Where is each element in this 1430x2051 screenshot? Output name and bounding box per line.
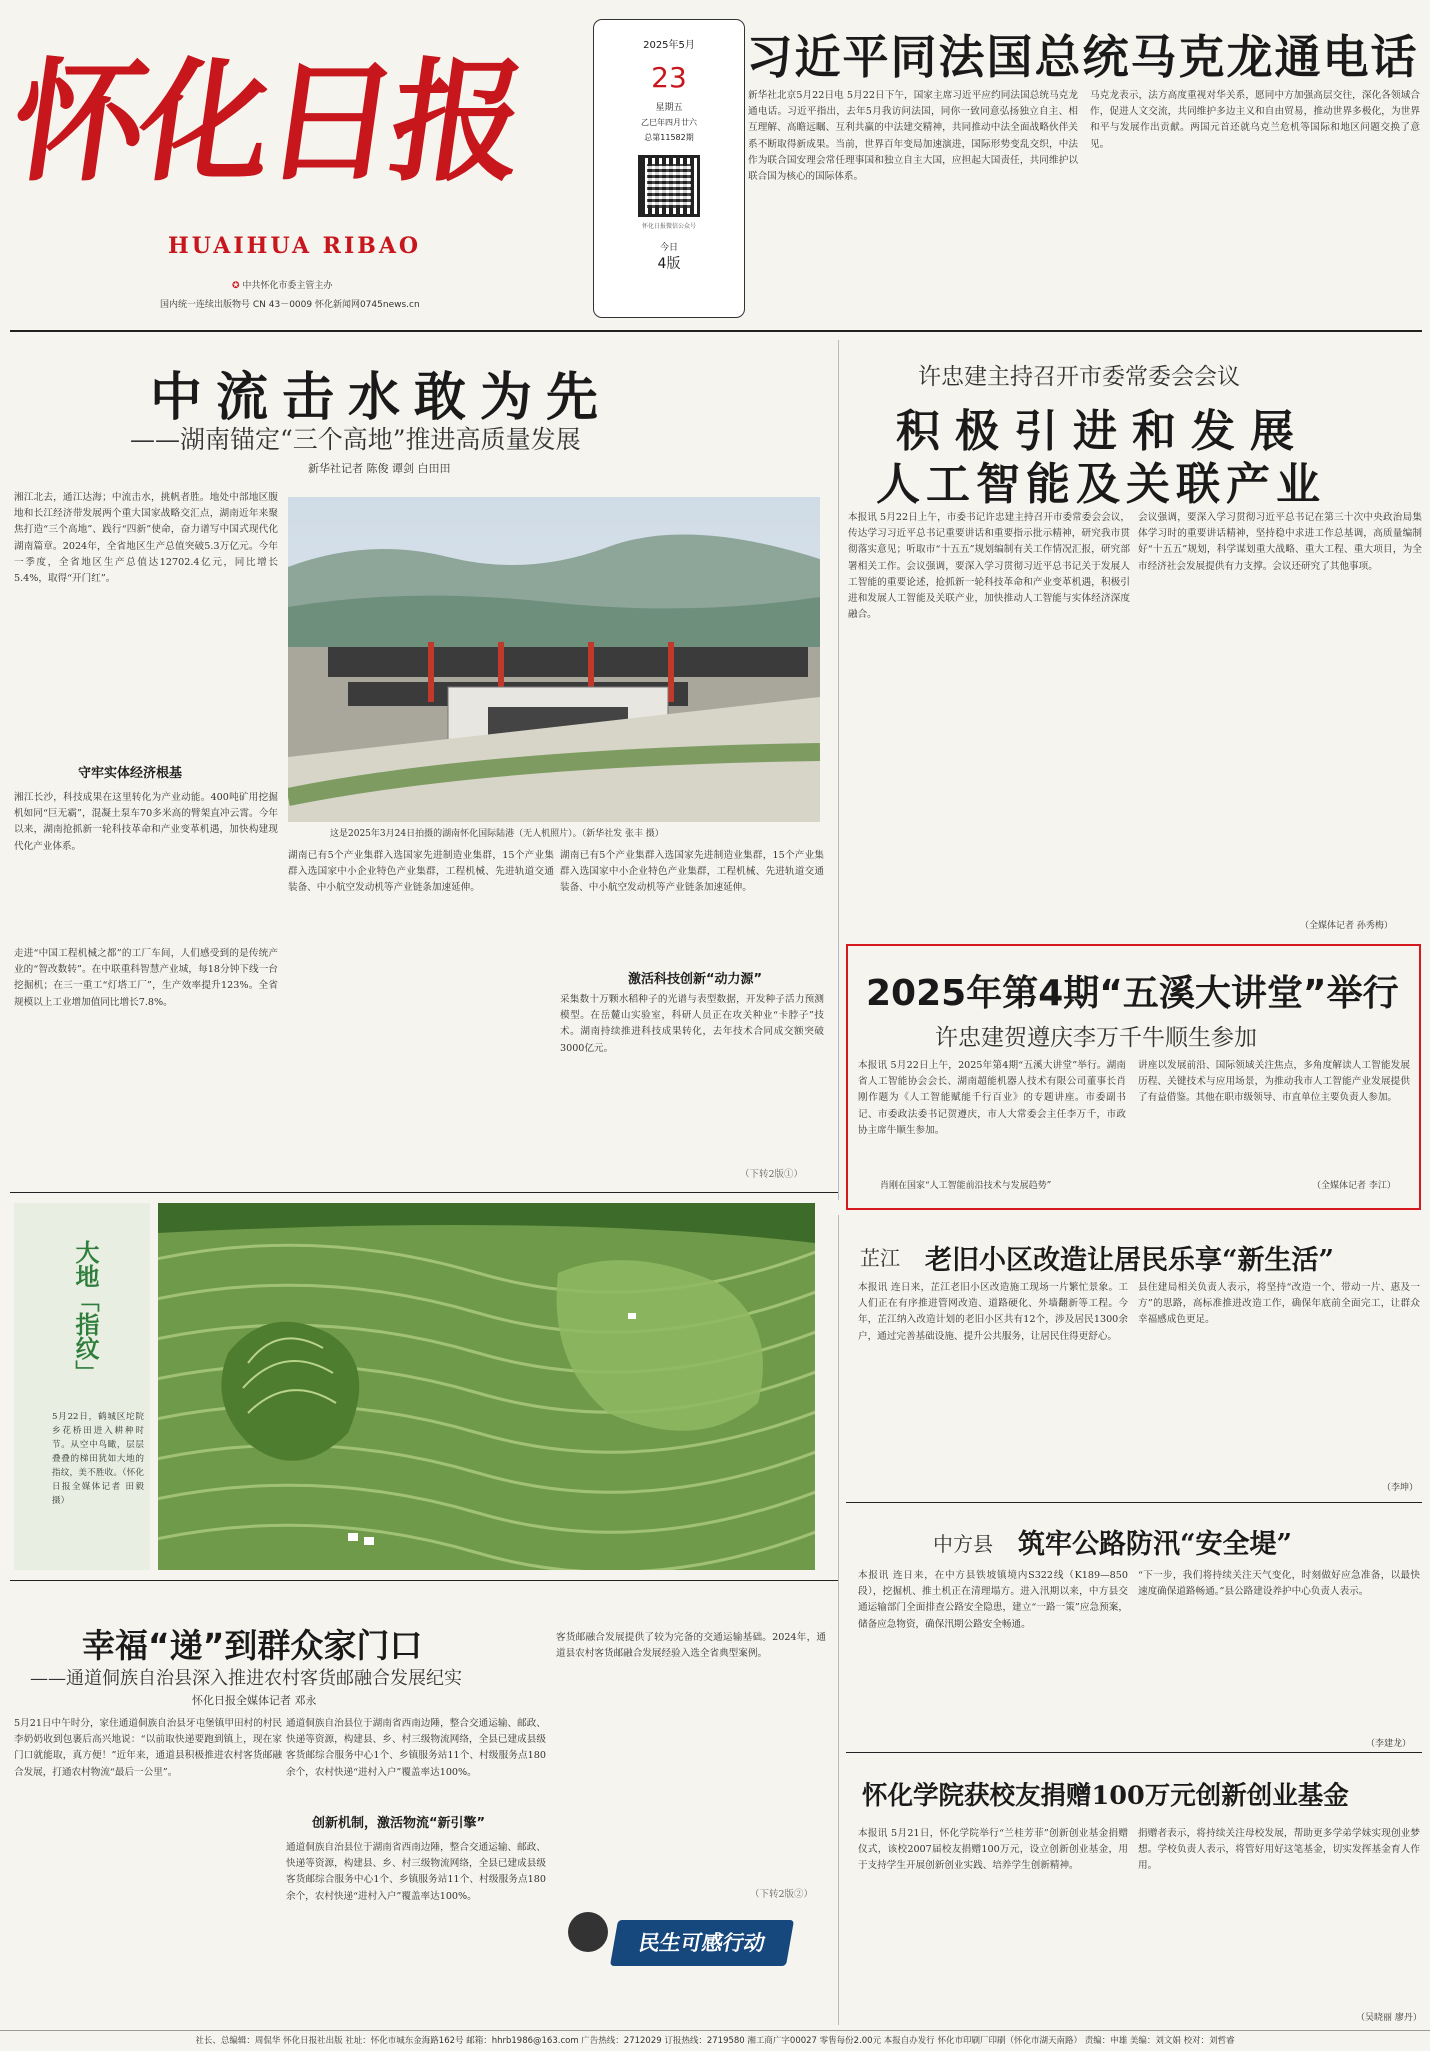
- masthead-logo: 怀化日报: [3, 45, 529, 200]
- mid-rule-left: [10, 1192, 838, 1193]
- photo-terraces-caption: 5月22日，鹤城区坨院乡花桥田进入耕种时节。从空中鸟瞰，层层叠叠的梯田犹如大地的指纹，美不胜收。（怀化日报全媒体记者 田毅 摄）: [52, 1412, 144, 1506]
- story-ai-kicker: 许忠建主持召开市委常委会会议: [918, 364, 1240, 390]
- story-parcel-section1: 创新机制，激活物流“新引擎”: [312, 1816, 486, 1831]
- rule-flood: [846, 1752, 1422, 1753]
- masthead-party-line: [232, 278, 332, 291]
- date-year-month: 2025年5月: [643, 40, 695, 51]
- story-parcel-body2: 通道侗族自治县位于湖南省西南边陲，整合交通运输、邮政、快递等资源，构建县、乡、村三级物流网络，全县已建成县级客货邮综合服务中心1个、乡镇服务站11个、村级服务点180余个，农村快递“进村入户”覆盖率达100%。: [286, 1842, 546, 1902]
- lead-headline[interactable]: 习近平同法国总统马克龙通电话: [746, 30, 1419, 84]
- photo-logistics-port[interactable]: [288, 497, 820, 822]
- story-water-body3: 走进“中国工程机械之都”的工厂车间，人们感受到的是传统产业的“智改数转”。在中联重科智慧产业城，每18分钟下线一台挖掘机；在三一重工“灯塔工厂”，生产效率提升123%。全省规模以上工业增加值同比增长7.8%。: [14, 948, 278, 1008]
- story-ai-credit: （全媒体记者 孙秀梅）: [1300, 921, 1393, 931]
- lead-body-col1: 新华社北京5月22日电 5月22日下午，国家主席习近平应约同法国总统马克龙通电话。习近平指出，去年5月我访问法国，同你一致同意弘扬独立自主、相互理解、高瞻远瞩、互利共赢的中法建交精神，共同推动中法全面战略伙伴关系不断取得新成果。当前，世界百年变局加速演进，国际形势变乱交织，中法作为联合国安理会常任理事国和独立自主大国，应担起大国责任，共同维护以联合国为核心的国际体系。: [748, 90, 1078, 183]
- column-divider-2: [838, 1215, 839, 2025]
- story-flood-body2: “下一步，我们将持续关注天气变化，时刻做好应急准备，以最快速度确保道路畅通。”县公路建设养护中心负责人表示。: [1138, 1570, 1420, 1598]
- story-ai-body1: 本报讯 5月22日上午，市委书记许忠建主持召开市委常委会会议，传达学习习近平总书记重要讲话和重要指示批示精神，研究我市贯彻落实意见；听取市“十五五”规划编制有关工作情况汇报，研究部署相关工作。会议强调，要深入学习贯彻习近平总书记关于发展人工智能的重要论述，抢抓新一轮科技革命和产业变革机遇，积极引进和发展人工智能及关联产业，加快推动人工智能与实体经济深度融合。: [848, 512, 1130, 621]
- story-water-body2: 湘江长沙，科技成果在这里转化为产业动能。400吨矿用挖掘机如同“巨无霸”，混凝土泵车70多米高的臂架直冲云霄。今年以来，湖南抢抓新一轮科技革命和产业变革机遇，加快构建现代化产业体系。: [14, 792, 278, 852]
- story-lecture-body2: 讲座以发展前沿、国际领域关注焦点，多角度解读人工智能发展历程、关键技术与应用场景，为推动我市人工智能产业发展提供了有益借鉴。其他在职市级领导、市直单位主要负责人参加。: [1138, 1060, 1410, 1104]
- dateline-box: [593, 19, 745, 318]
- story-parcel-title[interactable]: 幸福“递”到群众家门口: [82, 1626, 423, 1665]
- story-fund-title[interactable]: 怀化学院获校友捐赠100万元创新创业基金: [862, 1781, 1349, 1811]
- party-line-text: 中共怀化市委主管主办: [242, 281, 333, 291]
- story-parcel-body3: 客货邮融合发展提供了较为完备的交通运输基础。2024年，通道县农村客货邮融合发展经验入选全省典型案例。: [556, 1632, 826, 1660]
- story-ai-title-line2[interactable]: 人工智能及关联产业: [876, 459, 1326, 510]
- photo-terraces[interactable]: [158, 1203, 815, 1570]
- story-parcel-body1: 5月21日中午时分，家住通道侗族自治县牙屯堡镇甲田村的村民李奶奶收到包裹后高兴地说：“以前取快递要跑到镇上，现在家门口就能取，真方便！”近年来，通道县积极推进农村客货邮融合发展，打通农村物流“最后一公里”。: [14, 1718, 282, 1778]
- camera-icon: [568, 1912, 608, 1952]
- story-lecture-subtitle: 许忠建贺遵庆李万千牛顺生参加: [935, 1025, 1257, 1051]
- story-water-body4: 湖南已有5个产业集群入选国家先进制造业集群，15个产业集群入选国家中小企业特色产业集群，工程机械、先进轨道交通装备、中小航空发动机等产业链条加速延伸。: [288, 850, 554, 894]
- story-lecture-photo-note: 肖刚在国家“人工智能前沿技术与发展趋势”: [880, 1181, 1052, 1191]
- today-label: 今日: [659, 243, 678, 253]
- story-housing-body2: 县住建局相关负责人表示，将坚持“改造一个、带动一片、惠及一方”的思路，高标准推进改造工作，确保年底前全面完工，让群众幸福感成色更足。: [1138, 1282, 1420, 1326]
- story-lecture-credit: （全媒体记者 李江）: [1312, 1181, 1396, 1191]
- story-flood-title[interactable]: 筑牢公路防汛“安全堤”: [1018, 1529, 1293, 1560]
- story-housing-body1: 本报讯 连日来，芷江老旧小区改造施工现场一片繁忙景象。工人们正在有序推进管网改造、道路硬化、外墙翻新等工程。今年，芷江纳入改造计划的老旧小区共有12个，涉及居民1300余户，通过完善基础设施、提升公共服务，让居民住得更舒心。: [858, 1282, 1128, 1342]
- party-emblem-icon: ✪: [232, 281, 243, 291]
- story-lecture-body1: 本报讯 5月22日上午，2025年第4期“五溪大讲堂”举行。湖南省人工智能协会会长、湖南超能机器人技术有限公司董事长肖刚作题为《人工智能赋能千行百业》的专题讲座。市委副书记、市委政法委书记贺遵庆，市人大常委会主任李万千，市政协主席牛顺生参加。: [858, 1060, 1126, 1136]
- story-water-byline: 新华社记者 陈俊 谭剑 白田田: [308, 462, 451, 475]
- story-water-title[interactable]: 中流击水敢为先: [150, 368, 613, 428]
- top-rule: [10, 330, 1422, 332]
- qr-code-icon[interactable]: [638, 155, 700, 217]
- masthead-cn-number: 国内统一连续出版物号 CN 43－0009 怀化新闻网0745news.cn: [160, 300, 420, 310]
- masthead-pinyin: HUAIHUA RIBAO: [168, 233, 422, 259]
- story-ai-title-line1[interactable]: 积极引进和发展: [896, 406, 1309, 457]
- story-flood-credit: （李建龙）: [1366, 1739, 1412, 1749]
- story-parcel-subtitle: ——通道侗族自治县深入推进农村客货邮融合发展纪实: [30, 1668, 462, 1689]
- tagline-badge: 民生可感行动: [610, 1920, 794, 1966]
- story-water-section1: 守牢实体经济根基: [78, 766, 183, 781]
- lead-body-col2: 马克龙表示，法方高度重视对华关系，愿同中方加强高层交往，深化各领域合作，促进人文交流，共同维护多边主义和自由贸易，推动世界多极化，为世界和平与发展作出贡献。两国元首还就乌克兰危机等国际和地区问题交换了意见。: [1090, 90, 1420, 150]
- story-parcel-jump[interactable]: （下转2版②）: [750, 1889, 814, 1900]
- story-parcel-body2a: 通道侗族自治县位于湖南省西南边陲，整合交通运输、邮政、快递等资源，构建县、乡、村三级物流网络，全县已建成县级客货邮综合服务中心1个、乡镇服务站11个、村级服务点180余个，农村快递“进村入户”覆盖率达100%。: [286, 1718, 546, 1778]
- story-parcel-byline: 怀化日报全媒体记者 邓永: [192, 1694, 317, 1707]
- issue-number: 总第11582期: [644, 133, 694, 142]
- story-fund-body2: 捐赠者表示，将持续关注母校发展，帮助更多学弟学妹实现创业梦想。学校负责人表示，将管好用好这笔基金，切实发挥基金育人作用。: [1138, 1828, 1420, 1872]
- story-water-body1: 湘江北去，通江达海；中流击水，挑帆者胜。地处中部地区腹地和长江经济带发展两个重大国家战略交汇点，湖南近年来聚焦打造“三个高地”、践行“四新”使命，奋力谱写中国式现代化湖南篇章。2024年，全省地区生产总值突破5.3万亿元。今年一季度，全省地区生产总值达12702.4亿元，同比增长5.4%，取得“开门红”。: [14, 492, 278, 585]
- story-lecture-title[interactable]: 2025年第4期“五溪大讲堂”举行: [866, 973, 1399, 1014]
- story-fund-credit: （吴晓丽 廖丹）: [1356, 2013, 1422, 2023]
- story-housing-title[interactable]: 老旧小区改造让居民乐享“新生活”: [925, 1245, 1335, 1276]
- rule-parcel: [10, 1580, 838, 1581]
- qr-caption: 怀化日报微信公众号: [641, 223, 696, 230]
- story-water-subtitle: ——湖南锚定“三个高地”推进高质量发展: [130, 425, 581, 454]
- story-flood-tag: 中方县: [933, 1532, 993, 1556]
- story-flood-body1: 本报讯 连日来，在中方县铁坡镇境内S322线（K189—850段），挖掘机、推土机正在清理塌方。进入汛期以来，中方县交通运输部门全面排查公路安全隐患，建立“一路一策”应急预案，储备应急物资，确保汛期公路安全畅通。: [858, 1570, 1128, 1630]
- story-water-body4b: 湖南已有5个产业集群入选国家先进制造业集群，15个产业集群入选国家中小企业特色产业集群，工程机械、先进轨道交通装备、中小航空发动机等产业链条加速延伸。: [560, 850, 824, 894]
- rule-housing: [846, 1502, 1422, 1503]
- photo-logistics-caption: 这是2025年3月24日拍摄的湖南怀化国际陆港（无人机照片）。（新华社发 张丰 摄）: [330, 829, 664, 839]
- story-housing-credit: （李坤）: [1382, 1483, 1419, 1493]
- story-housing-tag: 芷江: [860, 1246, 900, 1270]
- column-divider: [838, 340, 839, 1200]
- photo-terraces-title: 大地「指纹」: [71, 1240, 100, 1384]
- lunar-date: 乙巳年四月廿六: [641, 118, 697, 127]
- story-water-body5: 采集数十万颗水稻种子的光谱与表型数据，开发种子活力预测模型。在岳麓山实验室，科研人员正在攻关种业“卡脖子”技术。湖南持续推进科技成果转化，去年技术合同成交额突破3000亿元。: [560, 994, 824, 1054]
- story-fund-body1: 本报讯 5月21日，怀化学院举行“兰桂芳菲”创新创业基金捐赠仪式，该校2007届校友捐赠100万元，设立创新创业基金，用于支持学生开展创新创业实践、培养学生创新精神。: [858, 1828, 1128, 1872]
- story-ai-body2: 会议强调，要深入学习贯彻习近平总书记在第三十次中央政治局集体学习时的重要讲话精神，坚持稳中求进工作总基调，高质量编制好“十五五”规划，科学谋划重大战略、重大工程、重大项目，为全市经济社会发展提供有力支撑。会议还研究了其他事项。: [1138, 512, 1422, 572]
- footer-info: 社长、总编辑：周侃华 怀化日报社出版 社址：怀化市城东金海路162号 邮箱：hhrb1986@163.com 广告热线：2712029 订报热线：2719580 湘工商广字00027 零售每份2.00元 本报自办发行 怀化市印刷厂印刷（怀化市湖天南路） 责编：申雄 美编：刘文娟 校对：刘哲睿: [0, 2030, 1430, 2051]
- page-count: 4版: [657, 256, 681, 272]
- story-water-jump[interactable]: （下转2版①）: [740, 1169, 804, 1180]
- date-day: 23: [651, 61, 687, 94]
- story-water-section2: 激活科技创新“动力源”: [628, 972, 763, 987]
- weekday: 星期五: [655, 103, 683, 113]
